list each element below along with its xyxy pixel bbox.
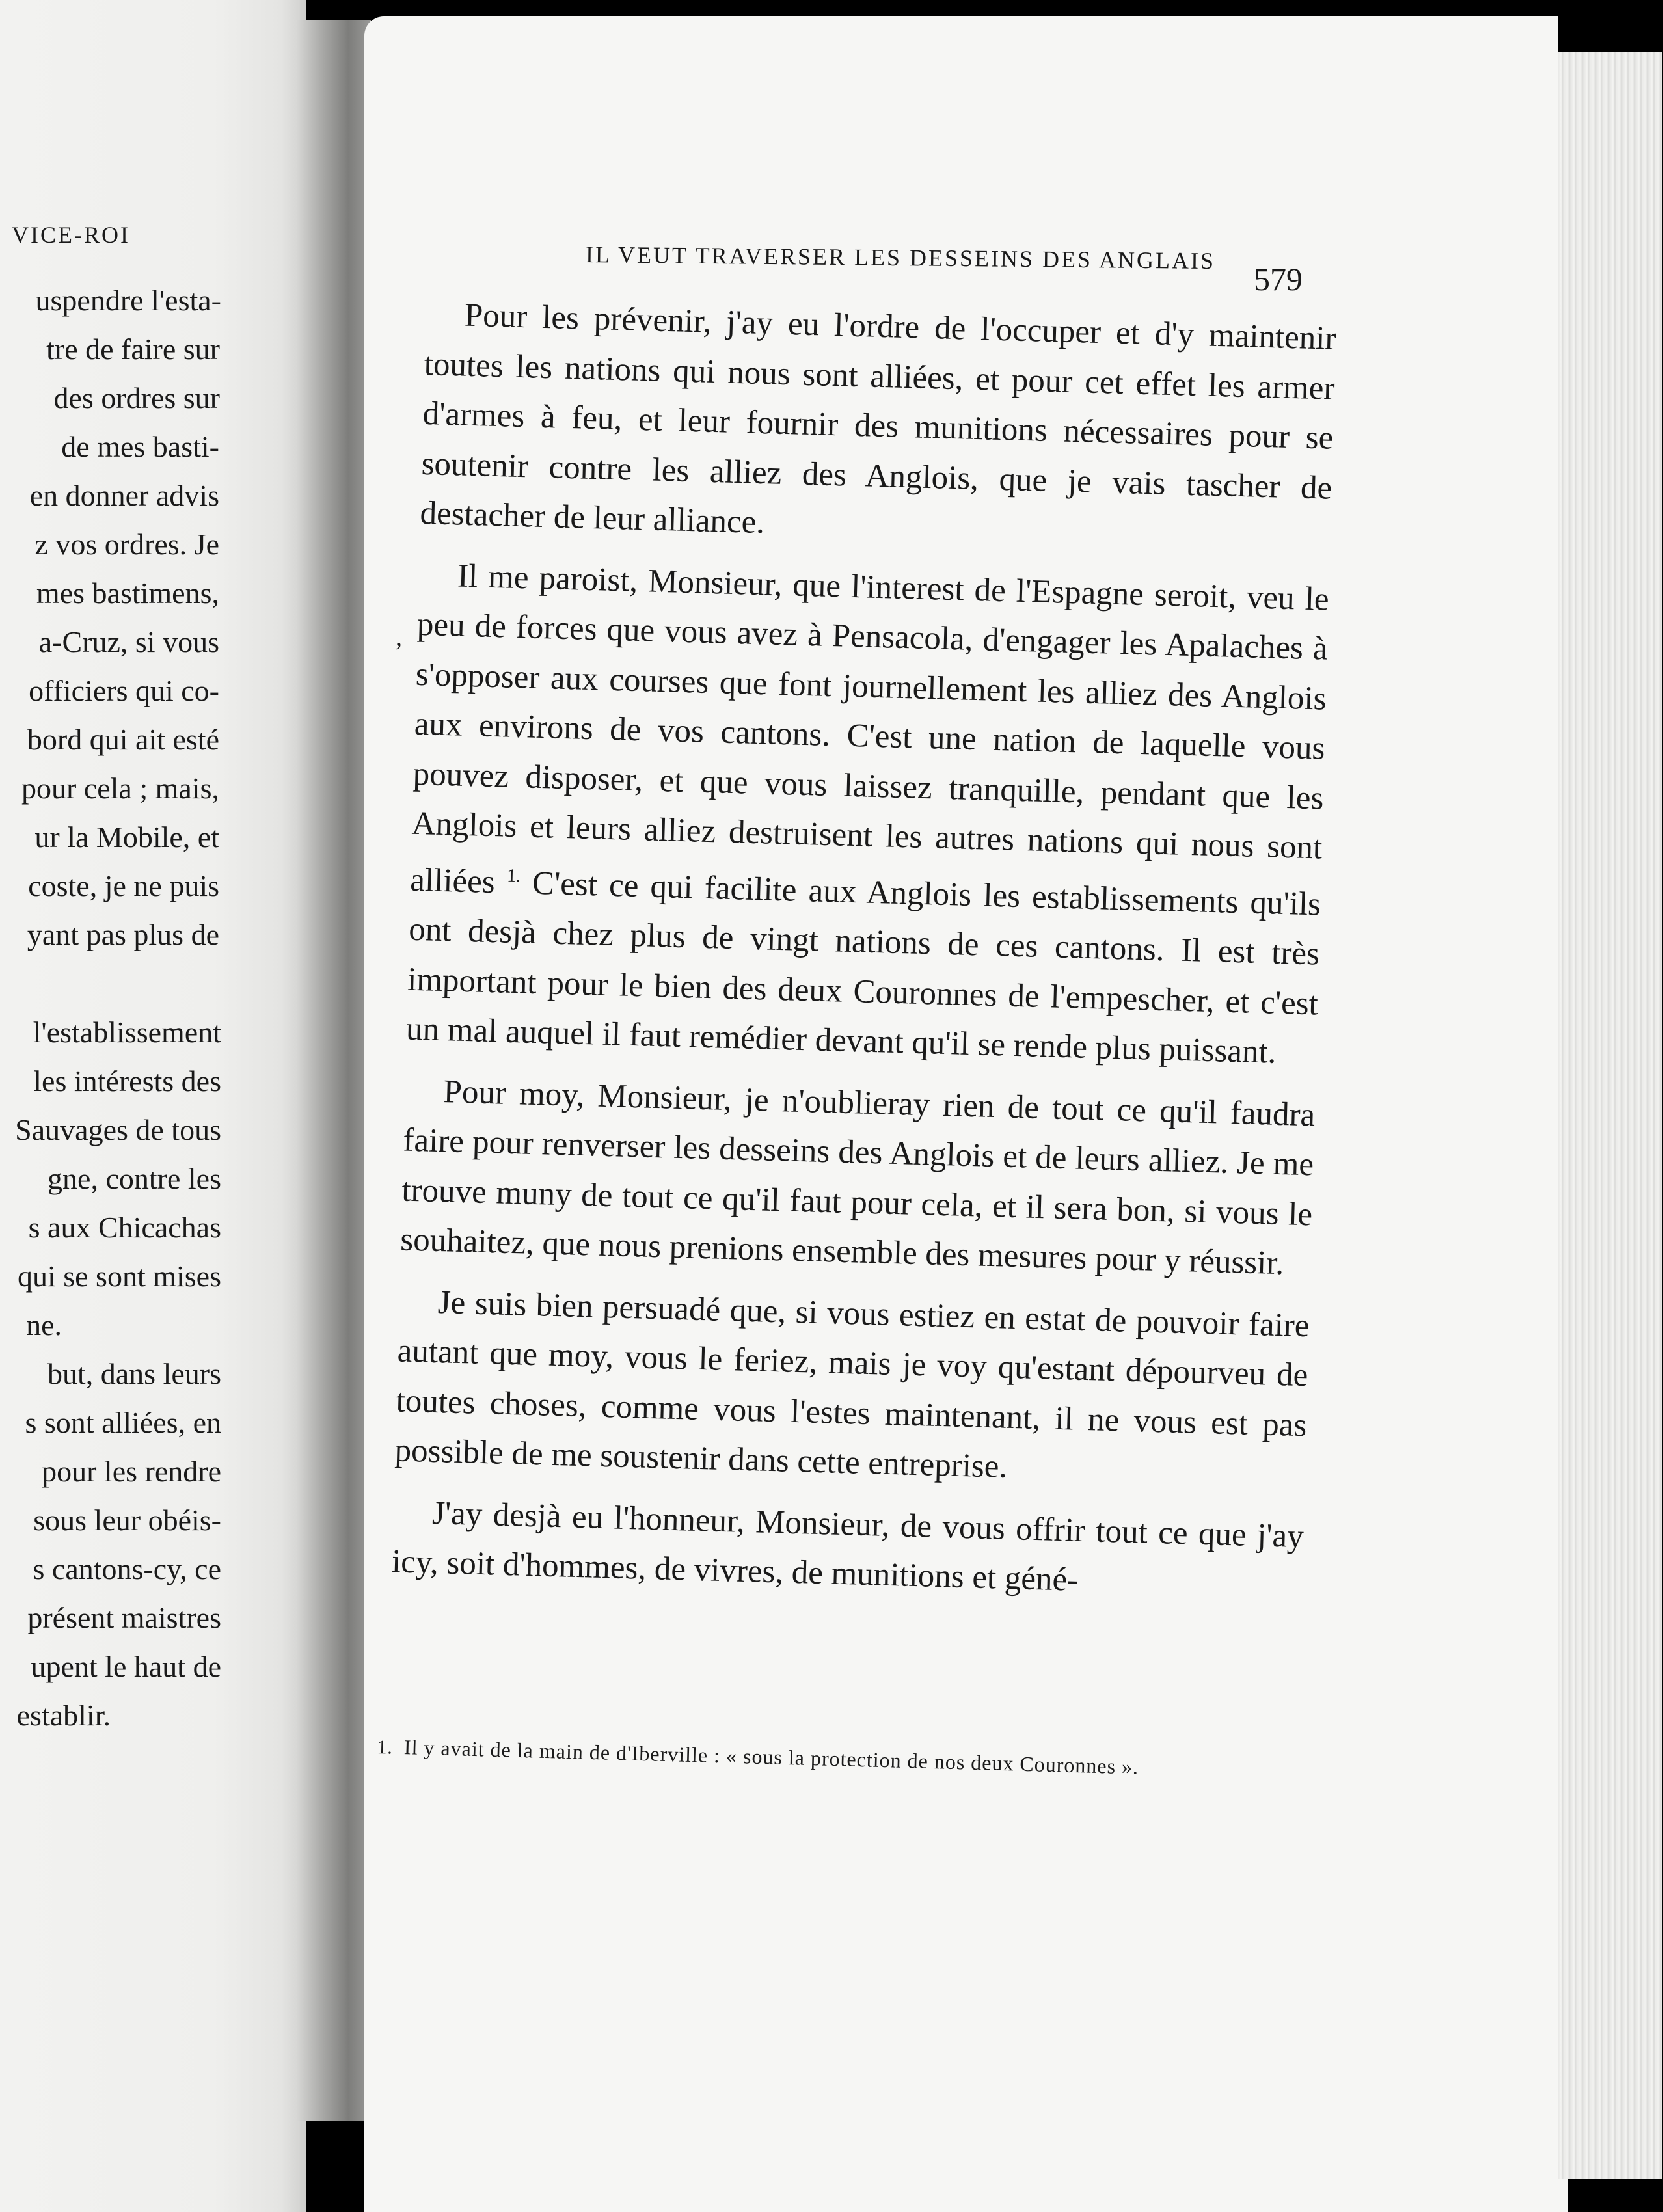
left-line: but, dans leurs: [47, 1357, 221, 1390]
left-line: Sauvages de tous: [15, 1113, 221, 1146]
body-text: [391, 290, 1336, 1612]
left-page: [0, 0, 306, 2212]
left-line: tre de faire sur: [46, 332, 220, 366]
paragraph: J'ay desjà eu l'honneur, Monsieur, de vous offrir tout ce que j'ay icy, soit d'hommes, de vivres, de munitions et géné-: [391, 1494, 1305, 1598]
left-line: officiers qui co-: [29, 674, 219, 707]
left-line: a-Cruz, si vous: [38, 625, 219, 658]
left-running-head: VICE-ROI: [12, 222, 130, 248]
left-line: l'establissement: [33, 1016, 221, 1049]
left-line: qui se sont mises: [17, 1260, 221, 1293]
left-line: s aux Chicachas: [28, 1211, 221, 1244]
paragraph-text: C'est ce qui facilite aux Anglois les establissements qu'ils ont desjà chez plus de vingt nations de ces cantons. Il est très important pour le bien des deux Couronnes de l'empescher, et c'est un mal auquel il faut remédier devant qu'il se rende plus puissant.: [405, 865, 1321, 1071]
left-line: ne.: [26, 1308, 62, 1342]
footnote-marker: 1.: [376, 1736, 394, 1759]
footnote-text: Il y avait de la main de d'Iberville : « sous la protection de nos deux Couronnes ».: [403, 1735, 1139, 1779]
paragraph-text: Il me paroist, Monsieur, que l'interest de l'Espagne seroit, veu le peu de forces que vous avez à Pensacola, d'engager les Apalaches à s'opposer aux courses que font journellement les alliez des Anglois aux environs de vos cantons. C'est une nation de laquelle vous pouvez disposer, et que vous laissez tranquille, pendant que les Anglois et leurs alliez destruisent les autres nations qui nous sont alliées: [409, 557, 1330, 900]
paragraph: Pour moy, Monsieur, je n'oublieray rien de tout ce qu'il faudra faire pour renverser les desseins des Anglois et de leurs alliez. Je me trouve muny de tout ce qu'il faut pour cela, et il sera bon, si vous le souhaitez, que nous prenions ensemble des mesures pour y réussir.: [399, 1073, 1316, 1282]
left-line: présent maistres: [27, 1601, 221, 1634]
left-line: des ordres sur: [53, 381, 220, 414]
left-line: yant pas plus de: [27, 918, 219, 951]
right-page: [364, 16, 1568, 2212]
background-corner: [1558, 0, 1663, 52]
footnote: [377, 1734, 1249, 1783]
left-line: upent le haut de: [31, 1650, 221, 1683]
paragraph: Je suis bien persuadé que, si vous estiez en estat de pouvoir faire autant que moy, vous le feriez, mais je voy qu'estant dépourveu de toutes choses, comme vous l'estes maintenant, il ne vous est pas possible de me soustenir dans cette entreprise.: [394, 1284, 1310, 1485]
page-edges: [1558, 52, 1662, 2179]
left-line: coste, je ne puis: [28, 869, 219, 902]
left-line: s cantons-cy, ce: [33, 1552, 221, 1585]
left-line: de mes basti-: [61, 430, 219, 463]
left-line: gne, contre les: [47, 1162, 221, 1195]
footnote-reference: 1.: [506, 865, 521, 886]
left-line: establir.: [16, 1699, 111, 1732]
left-line: pour cela ; mais,: [21, 772, 219, 805]
page-number: 579: [1254, 261, 1303, 297]
paragraph: [405, 550, 1329, 1079]
left-line: sous leur obéis-: [33, 1504, 221, 1537]
running-head: IL VEUT TRAVERSER LES DESSEINS DES ANGLAIS: [585, 241, 1216, 275]
left-line: bord qui ait esté: [27, 723, 219, 756]
book-gutter-shadow: [296, 20, 371, 2121]
left-line: les intérests des: [33, 1064, 221, 1098]
left-line: z vos ordres. Je: [34, 528, 219, 561]
left-line: mes bastimens,: [36, 576, 219, 610]
stray-mark: ,: [396, 622, 402, 651]
left-line: pour les rendre: [42, 1455, 221, 1488]
left-line: uspendre l'esta-: [35, 284, 221, 317]
paragraph: Pour les prévenir, j'ay eu l'ordre de l'occuper et d'y maintenir toutes les nations qui nous sont alliées, et pour cet effet les armer d'armes à feu, et leur fournir des munitions nécessaires pour se soutenir contre les alliez des Anglois, que je vais tascher de destacher de leur alliance.: [419, 297, 1337, 541]
left-line: en donner advis: [29, 479, 219, 512]
left-line: s sont alliées, en: [25, 1406, 221, 1439]
left-line: ur la Mobile, et: [34, 820, 219, 854]
